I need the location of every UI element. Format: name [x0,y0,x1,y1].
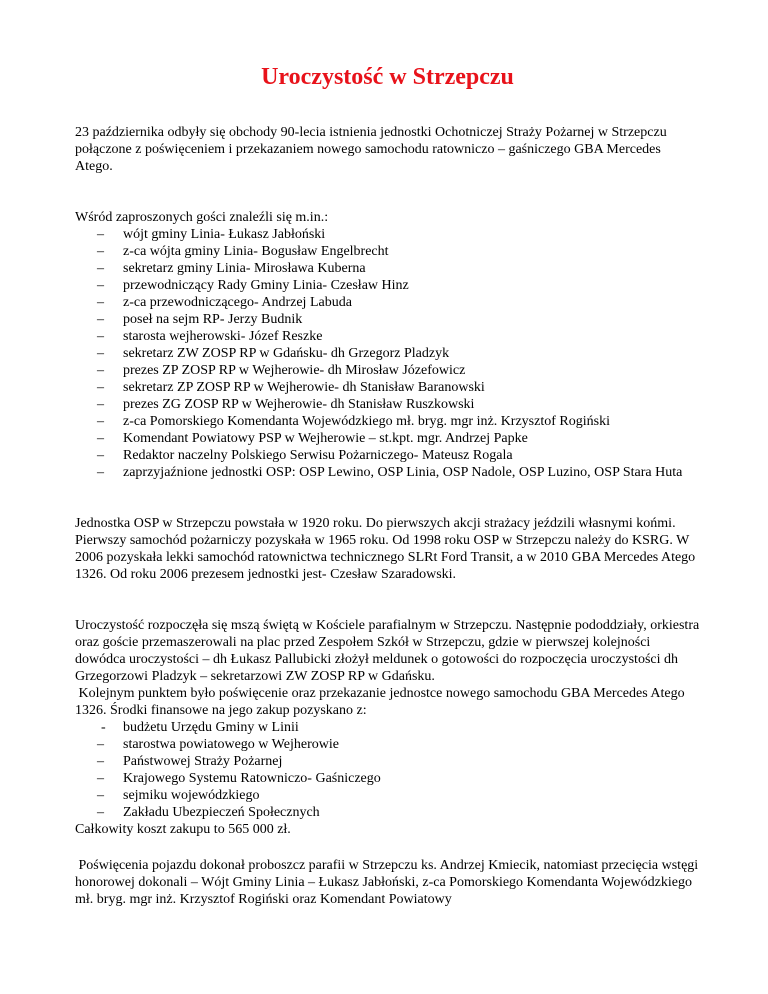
ceremony-paragraph: Uroczystość rozpoczęła się mszą świętą w Kościele parafialnym w Strzepczu. Następnie pododdziały, orkiestra oraz goście przemaszerowali na plac przed Zespołem Szkół w Strzepczu, gdzie w pierwszej kolejności dowódca uroczystości – dh Łukasz Pallubicki złożył meldunek o gotowości do rozpoczęcia uroczystości dh Grzegorzowi Pladzyk – sekretarzowi ZW ZOSP RP w Gdańsku. [75,618,700,684]
list-item: - budżetu Urzędu Gminy w Linii [101,720,299,735]
list-item: – z-ca Pomorskiego Komendanta Wojewódzkiego mł. bryg. mgr inż. Krzysztof Rogiński [97,414,610,429]
dash-bullet-icon: – [97,465,104,480]
dash-bullet-icon: – [97,448,104,463]
list-item: – sejmiku wojewódzkiego [97,788,260,803]
dash-bullet-icon: – [97,431,104,446]
list-item: – z-ca przewodniczącego- Andrzej Labuda [97,295,352,310]
dash-bullet-icon: – [97,363,104,378]
dash-bullet-icon: – [97,346,104,361]
page-title: Uroczystość w Strzepczu [261,64,514,90]
dash-bullet-icon: – [97,380,104,395]
list-item: – przewodniczący Rady Gminy Linia- Czesław Hinz [97,278,409,293]
funding-list [75,719,700,821]
dash-bullet-icon: – [97,227,104,242]
consecration-paragraph: Poświęcenia pojazdu dokonał proboszcz parafii w Strzepczu ks. Andrzej Kmiecik, natomiast przecięcia wstęgi honorowej dokonali – Wójt Gminy Linia – Łukasz Jabłoński, z-ca Pomorskiego Komendanta Wojewódzkiego mł. bryg. mgr inż. Krzysztof Rogiński oraz Komendant Powiatowy [75,858,702,907]
dash-bullet-icon: – [97,244,104,259]
dash-bullet-icon: – [97,788,104,803]
list-item: – sekretarz gminy Linia- Mirosława Kuberna [97,261,366,276]
list-item: – Państwowej Straży Pożarnej [97,754,283,769]
list-item: – Redaktor naczelny Polskiego Serwisu Pożarniczego- Mateusz Rogala [97,448,513,463]
list-item: – starostwa powiatowego w Wejherowie [97,737,339,752]
dash-bullet-icon: – [97,312,104,327]
dash-bullet-icon: – [97,805,104,820]
hyphen-bullet-icon: - [101,720,106,735]
list-item: – z-ca wójta gminy Linia- Bogusław Engelbrecht [97,244,389,259]
history-paragraph: Jednostka OSP w Strzepczu powstała w 1920 roku. Do pierwszych akcji strażacy jeździli własnymi końmi. Pierwszy samochód pożarniczy pozyskała w 1965 roku. Od 1998 roku OSP w Strzepczu należy do KSRG. W 2006 pozyskała lekki samochód ratownictwa technicznego SLRt Ford Transit, a w 2010 GBA Mercedes Atego 1326. Od roku 2006 prezesem jednostki jest- Czesław Szaradowski. [75,516,696,582]
list-item: – sekretarz ZW ZOSP RP w Gdańsku- dh Grzegorz Pladzyk [97,346,450,361]
guests-heading: Wśród zaproszonych gości znaleźli się m.in.: [75,210,329,225]
dash-bullet-icon: – [97,414,104,429]
dash-bullet-icon: – [97,329,104,344]
total-cost-line: Całkowity koszt zakupu to 565 000 zł. [75,822,291,837]
list-item: – poseł na sejm RP- Jerzy Budnik [97,312,303,327]
dash-bullet-icon: – [97,397,104,412]
dash-bullet-icon: – [97,261,104,276]
dash-bullet-icon: – [97,771,104,786]
dash-bullet-icon: – [97,278,104,293]
list-item: – zaprzyjaźnione jednostki OSP: OSP Lewino, OSP Linia, OSP Nadole, OSP Luzino, OSP Stara Huta [97,465,683,480]
list-item: – Komendant Powiatowy PSP w Wejherowie – st.kpt. mgr. Andrzej Papke [97,431,528,446]
guests-list [75,226,700,481]
dash-bullet-icon: – [97,295,104,310]
list-item: – Zakładu Ubezpieczeń Społecznych [97,805,320,820]
list-item: – starosta wejherowski- Józef Reszke [97,329,323,344]
funding-intro-paragraph: Kolejnym punktem było poświęcenie oraz przekazanie jednostce nowego samochodu GBA Mercedes Atego 1326. Środki finansowe na jego zakup pozyskano z: [75,686,689,718]
dash-bullet-icon: – [97,754,104,769]
intro-paragraph: 23 października odbyły się obchody 90-lecia istnienia jednostki Ochotniczej Straży Pożarnej w Strzepczu połączone z poświęceniem i przekazaniem nowego samochodu ratowniczo – gaśniczego GBA Mercedes Atego. [75,125,667,174]
dash-bullet-icon: – [97,737,104,752]
list-item: – wójt gminy Linia- Łukasz Jabłoński [97,227,326,242]
list-item: – Krajowego Systemu Ratowniczo- Gaśniczego [97,771,381,786]
list-item: – prezes ZP ZOSP RP w Wejherowie- dh Mirosław Józefowicz [97,363,466,378]
list-item: – sekretarz ZP ZOSP RP w Wejherowie- dh Stanisław Baranowski [97,380,485,395]
list-item: – prezes ZG ZOSP RP w Wejherowie- dh Stanisław Ruszkowski [97,397,475,412]
